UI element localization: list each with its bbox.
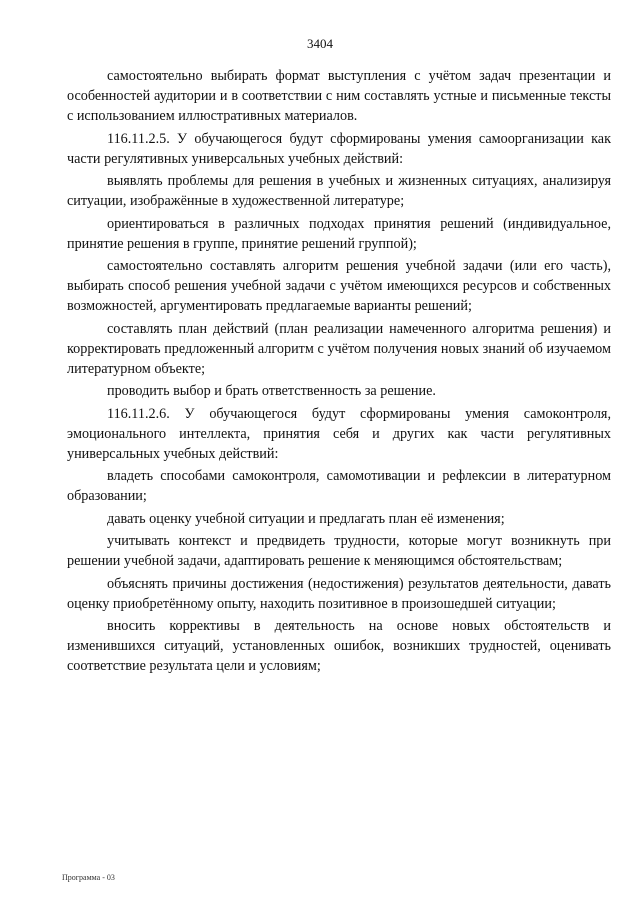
document-body <box>67 66 611 679</box>
section-heading-116-11-2-6: 116.11.2.6. У обучающегося будут сформированы умения самоконтроля, эмоционального интеллекта, принятия себя и других как части регулятивных универсальных учебных действий: <box>67 405 611 462</box>
paragraph: объяснять причины достижения (недостижения) результатов деятельности, давать оценку приобретённому опыту, находить позитивное в произошедшей ситуации; <box>67 575 611 612</box>
paragraph: самостоятельно составлять алгоритм решения учебной задачи (или его часть), выбирать способ решения учебной задачи с учётом имеющихся ресурсов и собственных возможностей, аргументировать предлагаемые варианты решений; <box>67 258 611 314</box>
paragraph: вносить коррективы в деятельность на основе новых обстоятельств и изменившихся ситуаций, установленных ошибок, возникших трудностей, оценивать соответствие результата цели и условиям; <box>67 618 611 674</box>
footer-label: Программа - 03 <box>62 873 115 882</box>
paragraph: выявлять проблемы для решения в учебных и жизненных ситуациях, анализируя ситуации, изображённые в художественной литературе; <box>67 173 611 209</box>
paragraph: учитывать контекст и предвидеть трудности, которые могут возникнуть при решении учебной задачи, адаптировать решение к меняющимся обстоятельствам; <box>67 533 611 569</box>
paragraph: давать оценку учебной ситуации и предлагать план её изменения; <box>107 510 505 527</box>
paragraph: проводить выбор и брать ответственность за решение. <box>107 383 436 399</box>
paragraph: ориентироваться в различных подходах принятия решений (индивидуальное, принятие решения в группе, принятие решений группой); <box>67 215 611 252</box>
paragraph: составлять план действий (план реализации намеченного алгоритма решения) и корректировать предложенный алгоритм с учётом получения новых знаний об изучаемом литературном объекте; <box>67 320 611 377</box>
paragraph: владеть способами самоконтроля, самомотивации и рефлексии в литературном образовании; <box>67 468 611 504</box>
paragraph: самостоятельно выбирать формат выступления с учётом задач презентации и особенностей аудитории и в соответствии с ним составлять устные и письменные тексты с использованием иллюстративных материалов. <box>67 68 611 124</box>
page-number: 3404 <box>307 36 333 51</box>
section-heading-116-11-2-5: 116.11.2.5. У обучающегося будут сформированы умения самоорганизации как части регулятивных универсальных учебных действий: <box>67 130 611 167</box>
